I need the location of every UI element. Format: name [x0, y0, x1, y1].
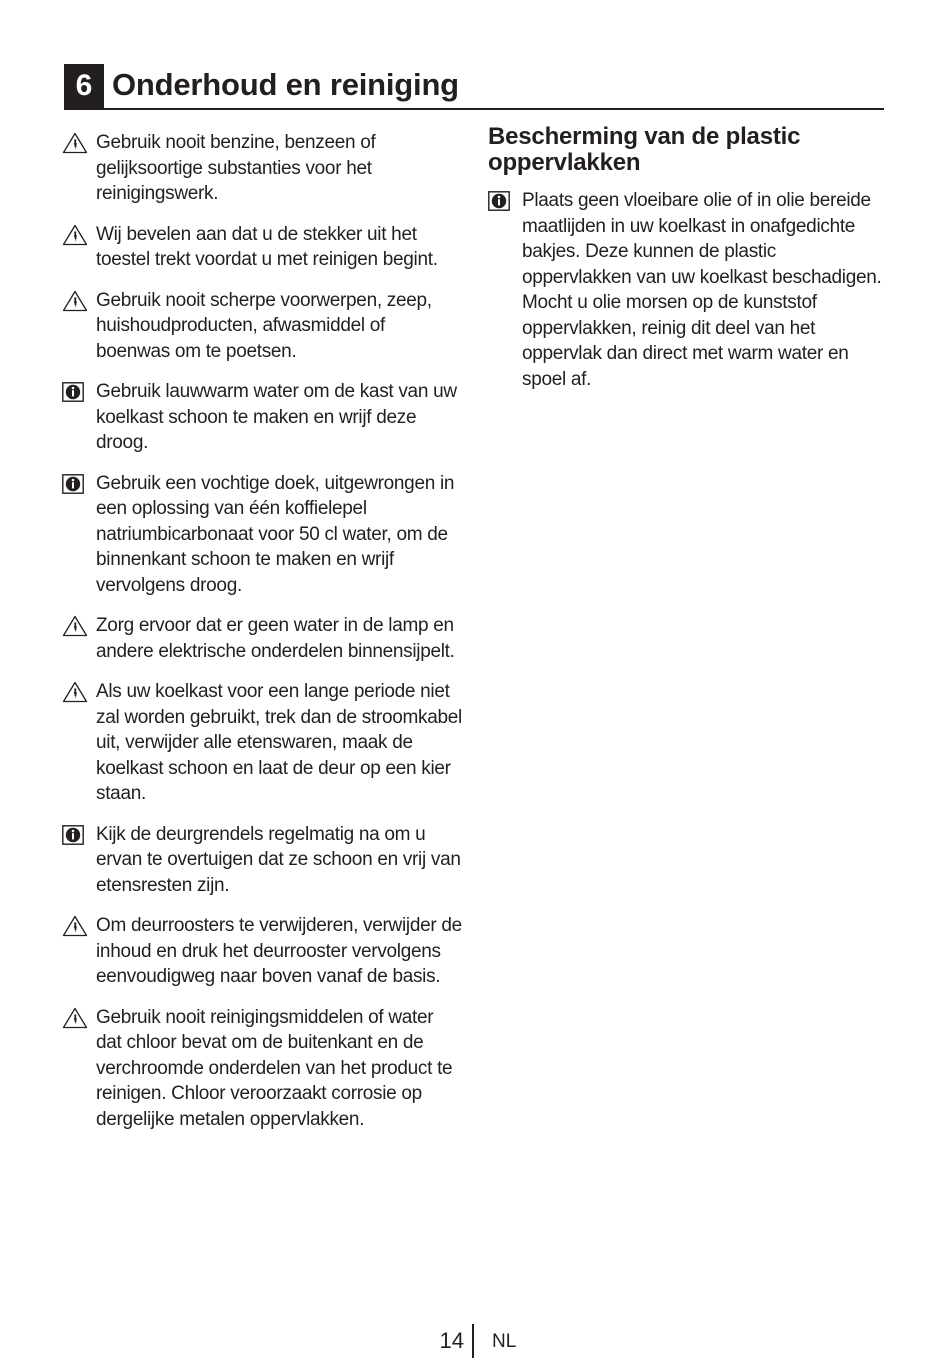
instruction-text: Gebruik lauwwarm water om de kast van uw koelkast schoon te maken en wrijf deze droog.: [96, 381, 457, 453]
warning-icon: [62, 681, 88, 703]
instruction-item: [62, 222, 462, 273]
info-icon: [62, 474, 84, 494]
instruction-text: Plaats geen vloeibare olie of in olie bereide maatlijden in uw koelkast in onafgedichte bakjes. Deze kunnen de plastic oppervlakken van uw koelkast beschadigen. Mocht u olie morsen op de kunststof oppervlakken, reinig dit deel van het oppervlak dan direct met warm water en spoel af.: [522, 190, 882, 390]
instruction-text: Gebruik nooit scherpe voorwerpen, zeep, huishoudproducten, afwasmiddel of boenwas om te poetsen.: [96, 289, 432, 362]
section-items: [488, 188, 888, 392]
warning-icon: [62, 290, 88, 312]
instruction-text: Gebruik nooit benzine, benzeen of gelijksoortige substanties voor het reinigingswerk.: [96, 132, 376, 204]
chapter-title: Onderhoud en reiniging: [112, 67, 459, 102]
instruction-text: Om deurroosters te verwijderen, verwijder de inhoud en druk het deurrooster vervolgens eenvoudigweg naar boven vanaf de basis.: [96, 915, 462, 987]
instruction-item: [488, 188, 888, 392]
instruction-item: [62, 822, 462, 899]
instruction-item: [62, 913, 462, 990]
instruction-text: Wij bevelen aan dat u de stekker uit het toestel trekt voordat u met reinigen begint.: [96, 223, 438, 270]
warning-icon: [62, 615, 88, 637]
page-footer: [0, 1324, 950, 1360]
warning-icon: [62, 132, 88, 154]
instruction-text: Zorg ervoor dat er geen water in de lamp en andere elektrische onderdelen binnensijpelt.: [96, 615, 455, 662]
page-number: 14: [439, 1328, 464, 1353]
warning-icon: [62, 915, 88, 937]
instruction-item: [62, 471, 462, 599]
chapter-number: 6: [64, 64, 104, 108]
instruction-item: [62, 379, 462, 456]
footer-divider: [472, 1324, 474, 1358]
instruction-text: Gebruik een vochtige doek, uitgewrongen in een oplossing van één koffielepel natriumbicarbonaat voor 50 cl water, om de binnenkant schoon te maken en wrijf vervolgens droog.: [96, 472, 455, 596]
warning-icon: [62, 1007, 88, 1029]
instruction-item: [62, 288, 462, 365]
instruction-item: [62, 613, 462, 664]
info-icon: [62, 382, 84, 402]
info-icon: [62, 825, 84, 845]
section-title: Bescherming van de plastic oppervlakken: [488, 123, 801, 176]
warning-icon: [62, 224, 88, 246]
left-column: [62, 130, 462, 1147]
right-column: [488, 124, 888, 407]
instruction-item: [62, 130, 462, 207]
instruction-text: Als uw koelkast voor een lange periode niet zal worden gebruikt, trek dan de stroomkabel uit, verwijder alle etenswaren, maak de koelkast schoon en laat de deur op een kier staan.: [96, 681, 462, 804]
instruction-item: [62, 679, 462, 807]
chapter-header: [64, 64, 884, 110]
language-code: NL: [492, 1331, 517, 1352]
instruction-text: Gebruik nooit reinigingsmiddelen of water dat chloor bevat om de buitenkant en de verchroomde onderdelen van het product te reinigen. Chloor veroorzaakt corrosie op dergelijke metalen oppervlakken.: [96, 1006, 453, 1130]
instruction-item: [62, 1005, 462, 1133]
instruction-text: Kijk de deurgrendels regelmatig na om u ervan te overtuigen dat ze schoon en vrij van etensresten zijn.: [96, 823, 461, 896]
info-icon: [488, 191, 510, 211]
